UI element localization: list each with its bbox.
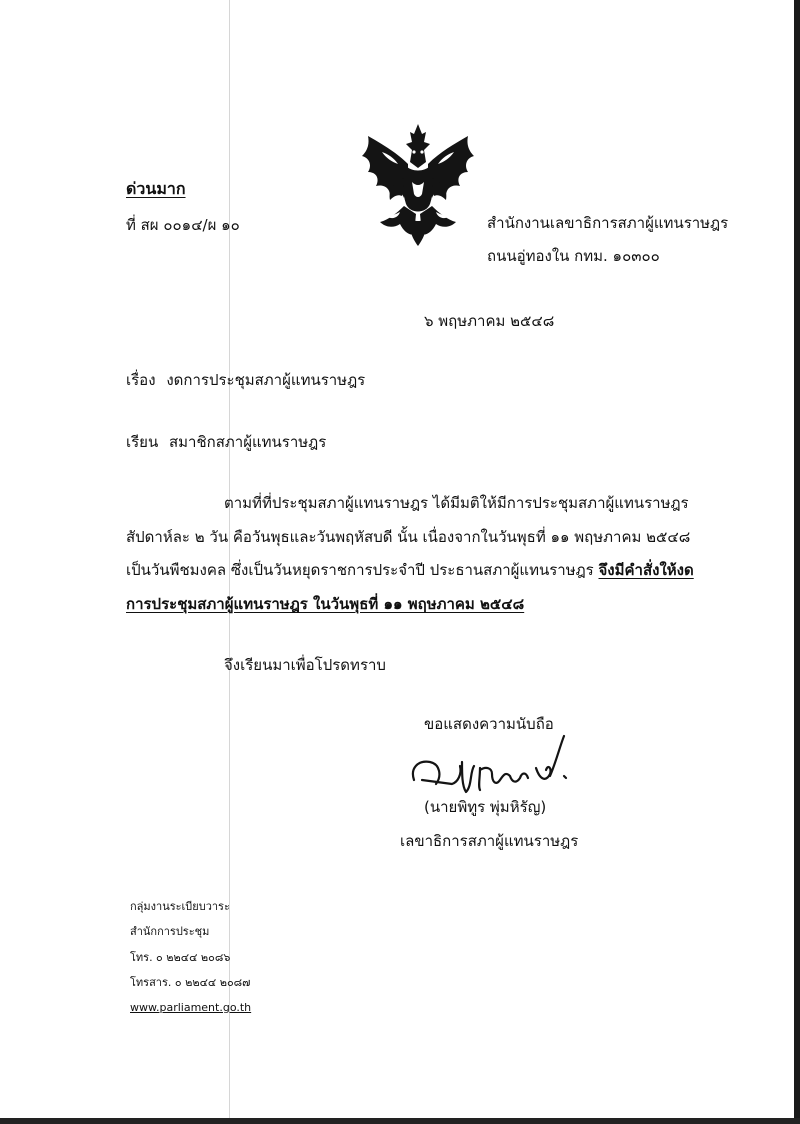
body-line-3 bbox=[126, 560, 694, 580]
body-line-2: สัปดาห์ละ ๒ วัน คือวันพุธและวันพฤหัสบดี นั้น เนื่องจากในวันพุธที่ ๑๑ พฤษภาคม ๒๕๔๘ bbox=[126, 528, 691, 546]
document-date: ๖ พฤษภาคม ๒๕๔๘ bbox=[424, 312, 555, 330]
subject-text: งดการประชุมสภาผู้แทนราษฎร bbox=[166, 371, 366, 389]
body-line-4-emphasis: การประชุมสภาผู้แทนราษฎร ในวันพุธที่ ๑๑ พฤษภาคม ๒๕๔๘ bbox=[126, 595, 525, 613]
body-line-3-emphasis: จึงมีคำสั่งให้งด bbox=[598, 561, 694, 579]
footer-phone: โทร. ๐ ๒๒๔๔ ๒๐๘๖ bbox=[130, 951, 231, 964]
footer-fax: โทรสาร. ๐ ๒๒๔๔ ๒๐๘๗ bbox=[130, 976, 251, 989]
closing-request: จึงเรียนมาเพื่อโปรดทราบ bbox=[224, 656, 386, 674]
signer-title: เลขาธิการสภาผู้แทนราษฎร bbox=[400, 832, 579, 850]
signature-icon bbox=[400, 732, 576, 796]
signer-name: (นายพิทูร พุ่มหิรัญ) bbox=[424, 798, 547, 816]
footer-department: กลุ่มงานระเบียบวาระ bbox=[130, 900, 230, 913]
addressee-label: เรียน bbox=[126, 433, 159, 451]
document-number: ที่ สผ ๐๐๑๔/ผ ๑๐ bbox=[126, 216, 240, 234]
garuda-emblem-icon bbox=[360, 122, 476, 248]
office-address: ถนนอู่ทองใน กทม. ๑๐๓๐๐ bbox=[487, 247, 660, 265]
body-line-1: ตามที่ที่ประชุมสภาผู้แทนราษฎร ได้มีมติให้มีการประชุมสภาผู้แทนราษฎร bbox=[224, 494, 689, 512]
scan-edge-right bbox=[794, 0, 800, 1124]
footer-office: สำนักการประชุม bbox=[130, 925, 210, 938]
urgency-label: ด่วนมาก bbox=[126, 179, 186, 198]
scan-edge-bottom bbox=[0, 1118, 800, 1124]
addressee-line bbox=[126, 432, 326, 452]
addressee-text: สมาชิกสภาผู้แทนราษฎร bbox=[169, 433, 327, 451]
subject-line bbox=[126, 370, 365, 390]
subject-label: เรื่อง bbox=[126, 371, 156, 389]
issuing-office: สำนักงานเลขาธิการสภาผู้แทนราษฎร bbox=[487, 214, 729, 232]
footer-website-link[interactable]: www.parliament.go.th bbox=[130, 1001, 252, 1014]
closing-salutation: ขอแสดงความนับถือ bbox=[424, 715, 554, 733]
body-line-3-text: เป็นวันพืชมงคล ซึ่งเป็นวันหยุดราชการประจำปี ประธานสภาผู้แทนราษฎร bbox=[126, 561, 599, 579]
